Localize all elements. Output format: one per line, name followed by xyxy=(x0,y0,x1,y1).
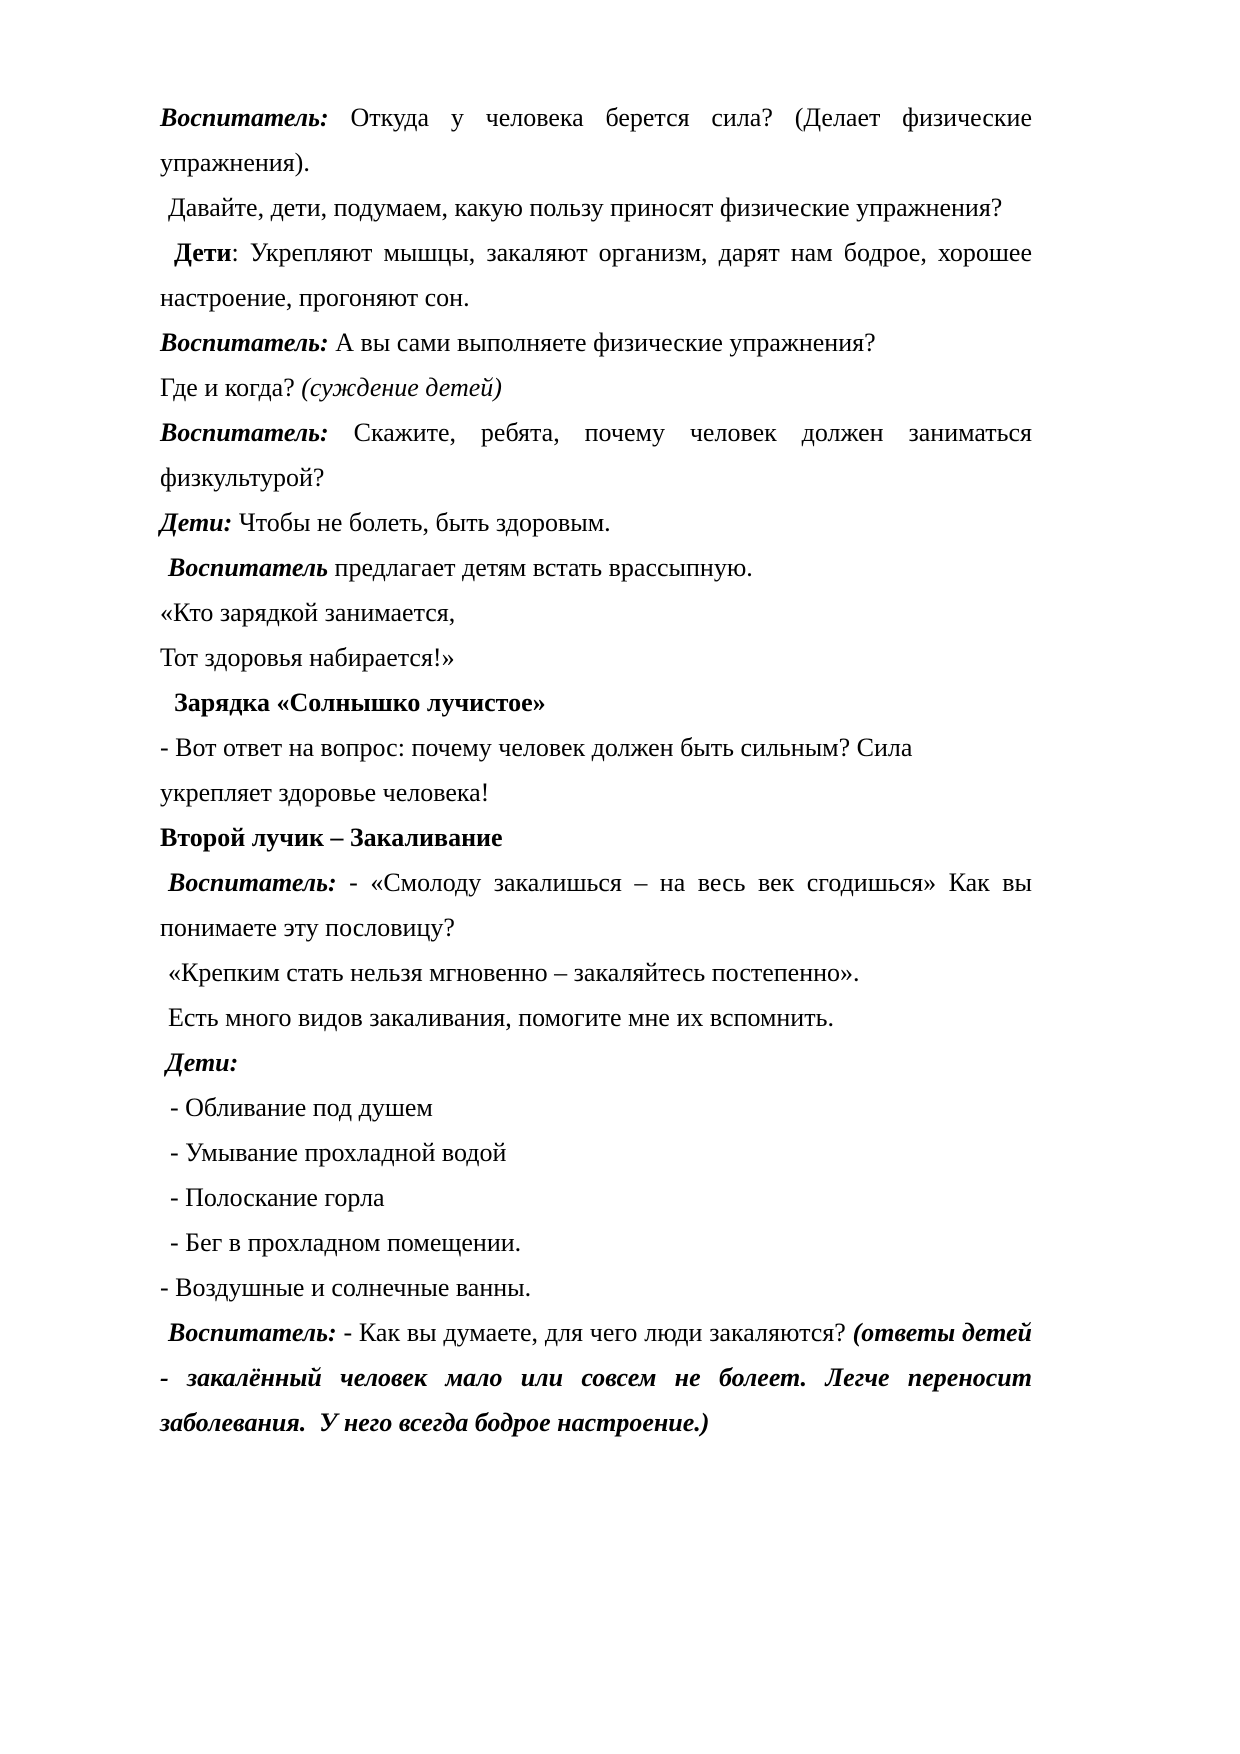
paragraph xyxy=(160,1040,1032,1085)
document-body xyxy=(160,0,1032,1445)
text-run: - Вот ответ на вопрос: почему человек должен быть сильным? Сила xyxy=(160,733,913,762)
text-run: Второй лучик – Закаливание xyxy=(160,823,503,852)
paragraph xyxy=(160,770,1032,815)
paragraph xyxy=(160,590,1032,635)
text-run: Зарядка «Солнышко лучистое» xyxy=(174,688,546,717)
text-run: А вы сами выполняете физические упражнения? xyxy=(335,328,876,357)
text-run: - «Смолоду закалишься – на весь век сгодишься» Как вы понимаете эту пословицу? xyxy=(160,868,1032,942)
paragraph xyxy=(160,95,1032,185)
text-run: «Кто зарядкой занимается, xyxy=(160,598,456,627)
text-run: - Бег в прохладном помещении. xyxy=(170,1228,522,1257)
text-run: - Обливание под душем xyxy=(170,1093,433,1122)
text-run: Воспитатель: xyxy=(168,1318,337,1347)
paragraph xyxy=(160,1220,1032,1265)
text-run: - Умывание прохладной водой xyxy=(170,1138,507,1167)
text-run: Воспитатель: xyxy=(160,103,351,132)
text-run: - Как вы думаете, для чего люди закаляются? xyxy=(336,1318,853,1347)
text-run: Дети: xyxy=(160,508,239,537)
paragraph xyxy=(160,365,1032,410)
paragraph xyxy=(160,1130,1032,1175)
paragraph xyxy=(160,635,1032,680)
paragraph xyxy=(160,410,1032,500)
paragraph xyxy=(160,320,1032,365)
text-run: Дети xyxy=(174,238,232,267)
paragraph xyxy=(160,1265,1032,1310)
text-run: Где и когда? xyxy=(160,373,302,402)
paragraph xyxy=(160,860,1032,950)
text-run: Скажите, ребята, почему человек должен заниматься физкультурой? xyxy=(160,418,1032,492)
text-run: Воспитатель xyxy=(168,553,329,582)
paragraph xyxy=(160,230,1032,320)
text-run: Давайте, дети, подумаем, какую пользу приносят физические упражнения? xyxy=(168,193,1003,222)
paragraph xyxy=(160,995,1032,1040)
text-run: Воспитатель: xyxy=(160,418,354,447)
text-run: «Крепким стать нельзя мгновенно – закаляйтесь постепенно». xyxy=(168,958,860,987)
paragraph xyxy=(160,950,1032,995)
paragraph xyxy=(160,1085,1032,1130)
text-run: Откуда у человека берется сила? (Делает физические упражнения). xyxy=(160,103,1032,177)
text-run: - Полоскание горла xyxy=(170,1183,385,1212)
text-run: Тот здоровья набирается!» xyxy=(160,643,455,672)
text-run: (ответы детей - закалённый человек мало или совсем не болеет. Легче переносит заболевания. У него всегда бодрое настроение.) xyxy=(160,1318,1032,1437)
paragraph xyxy=(160,1310,1032,1445)
paragraph xyxy=(160,185,1032,230)
text-run: Воспитатель: xyxy=(160,328,336,357)
text-run: - Воздушные и солнечные ванны. xyxy=(160,1273,532,1302)
paragraph xyxy=(160,500,1032,545)
text-run: предлагает детям встать врассыпную. xyxy=(328,553,753,582)
text-run: (суждение детей) xyxy=(301,373,502,402)
paragraph xyxy=(160,815,1032,860)
text-run: : Укрепляют мышцы, закаляют организм, дарят нам бодрое, хорошее настроение, прогоняют сон. xyxy=(160,238,1032,312)
paragraph xyxy=(160,725,1032,770)
paragraph xyxy=(160,680,1032,725)
paragraph xyxy=(160,1175,1032,1220)
text-run: укрепляет здоровье человека! xyxy=(160,778,490,807)
paragraph xyxy=(160,545,1032,590)
text-run: Дети: xyxy=(166,1048,239,1077)
text-run: Воспитатель: xyxy=(168,868,337,897)
text-run: Чтобы не болеть, быть здоровым. xyxy=(238,508,611,537)
text-run: Есть много видов закаливания, помогите мне их вспомнить. xyxy=(168,1003,834,1032)
